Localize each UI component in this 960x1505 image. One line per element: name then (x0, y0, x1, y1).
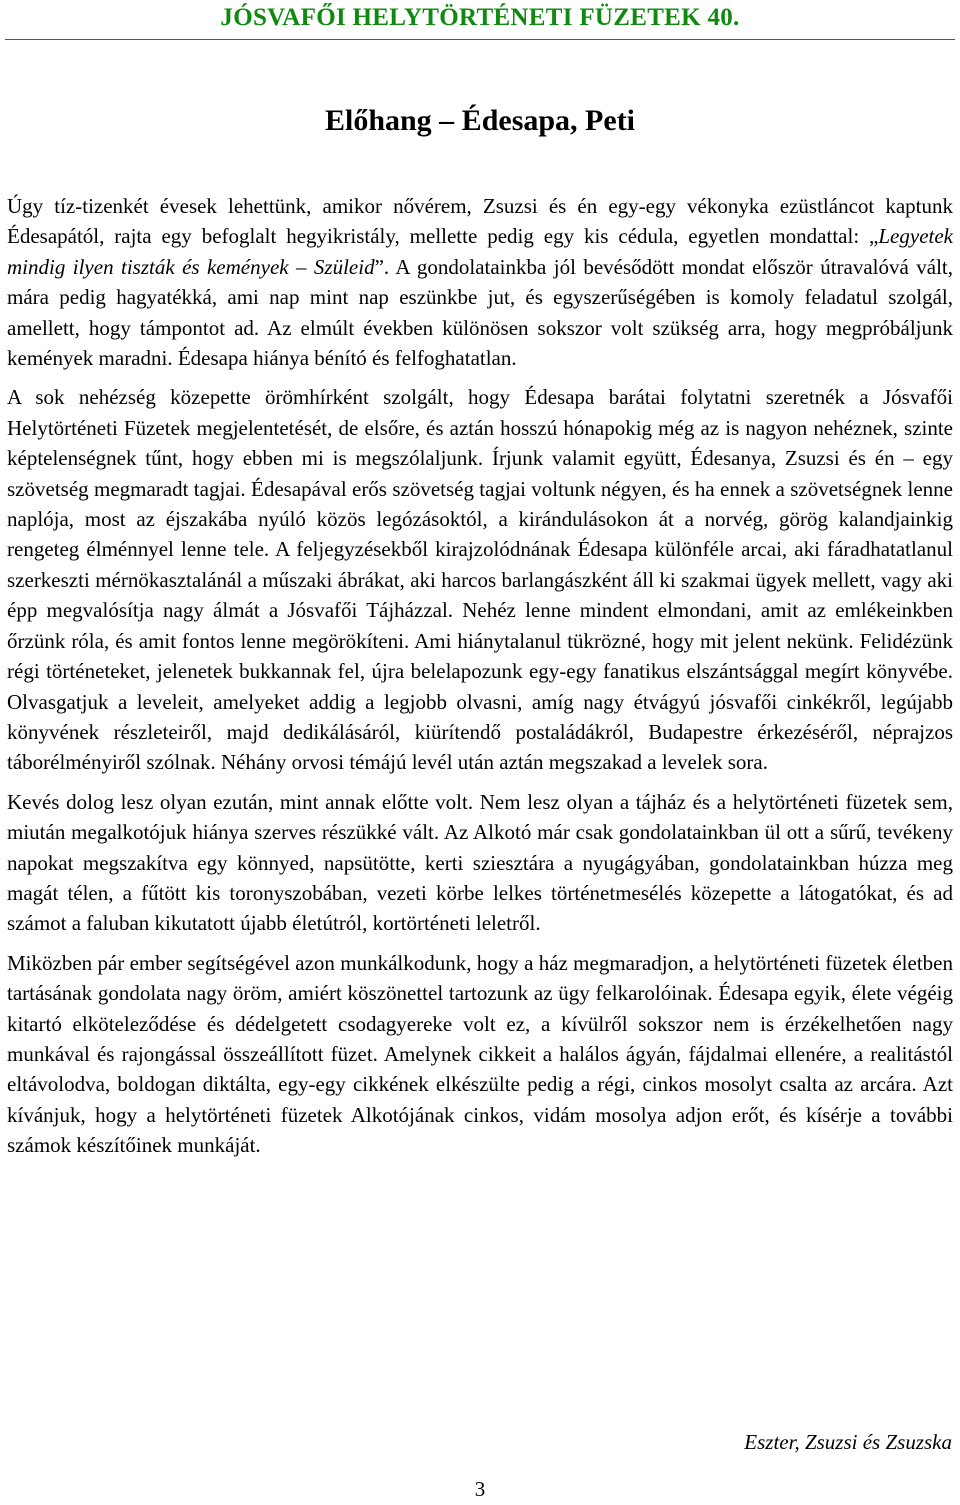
paragraph-2: A sok nehézség közepette örömhírként szolgált, hogy Édesapa barátai folytatni szeretnék a Jósvafői Helytörténeti Füzetek megjelentetését, de elsőre, és aztán hosszú hónapokig még az is nagyon nehéznek, szinte képtelenségnek tűnt, hogy ebben mi is megszólaljunk. Írjunk valamit együtt, Édesanya, Zsuzsi és én – egy szövetség megmaradt tagjai. Édesapával erős szövetség tagjai voltunk négyen, és ha ennek a szövetségnek lenne naplója, most az éjszakába nyúló közös legózásoktól, a kirándulásokon át a norvég, görög kalandjainkig rengeteg élménnyel lenne tele. A feljegyzésekből kirajzolódnának Édesapa különféle arcai, aki fáradhatatlanul szerkeszti mérnökasztalánál a műszaki ábrákat, aki harcos barlangászként áll ki szakmai ügyek mellett, vagy aki épp megvalósítja nagy álmát a Jósvafői Tájházzal. Nehéz lenne mindent elmondani, amit az emlékeinkben őrzünk róla, és amit fontos lenne megörökíteni. Ami hiánytalanul tükrözné, hogy mit jelent nekünk. Felidézünk régi történeteket, jelenetek bukkannak fel, újra belelapozunk egy-egy fanatikus elszántsággal megírt könyvébe. Olvasgatjuk a leveleit, amelyeket addig a legjobb olvasni, amíg nagy étvágyú jósvafői cinkékről, legújabb könyvének részleteiről, majd dedikálásáról, kiürítendő postaládákról, Budapestre érkezéséről, néprajzos táborélményiről szólnak. Néhány orvosi témájú levél után aztán megszakad a levelek sora. (7, 385, 953, 775)
running-header (0, 0, 960, 40)
page-number: 3 (474, 1477, 486, 1501)
series-title: JÓSVAFŐI HELYTÖRTÉNETI FÜZETEK 40. (220, 4, 740, 31)
page-title: Előhang – Édesapa, Peti (324, 104, 636, 137)
quoted-motto: Legyetek mindig ilyen tiszták és kemények – Szüleid (7, 224, 953, 279)
header-rule (5, 39, 955, 40)
paragraph-1 (7, 191, 953, 373)
signature: Eszter, Zsuzsi és Zsuzska (744, 1430, 952, 1454)
paragraph-1-after-quote: ”. A gondolatainkba jól bevésődött mondat először útravalóvá vált, mára pedig hagyatékká, ami nap mint nap eszünkbe jut, és egyszerűségében is komoly feladatul szolgál, amellett, hogy támpontot ad. Az elmúlt években különösen sokszor volt szükség arra, hogy megpróbáljunk kemények maradni. Édesapa hiánya bénító és felfoghatatlan. (7, 254, 953, 371)
body-text (7, 191, 953, 1161)
paragraph-4: Miközben pár ember segítségével azon munkálkodunk, hogy a ház megmaradjon, a helytörténeti füzetek életben tartásának gondolata nagy öröm, amiért köszönettel tartozunk az ügy felkarolóinak. Édesapa egyik, élete végéig kitartó elköteleződése és dédelgetett csodagyereke volt ez, a kívülről sokszor nem is érzékelhetően nagy munkával és rajongással összeállított füzet. Amelynek cikkeit a halálos ágyán, fájdalmai ellenére, a realitástól eltávolodva, boldogan diktálta, egy-egy cikkének elkészülte pedig a régi, cinkos mosolyt csalta az arcára. Azt kívánjuk, hogy a helytörténeti füzetek Alkotójának cinkos, vidám mosolya adjon erőt, és kísérje a további számok készítőinek munkáját. (7, 950, 953, 1158)
paragraph-3: Kevés dolog lesz olyan ezután, mint annak előtte volt. Nem lesz olyan a tájház és a helytörténeti füzetek sem, miután megalkotójuk hiánya szerves részükké vált. Az Alkotó már csak gondolatainkban ül ott a sűrű, tevékeny napokat megszakítva egy könnyed, napsütötte, kerti sziesztára a nyugágyában, gondolatainkban húzza meg magát télen, a fűtött kis toronyszobában, vezeti körbe lelkes történetmesélés közepette a látogatókat, és ad számot a faluban kikutatott újabb életútról, kortörténeti leletről. (7, 789, 953, 936)
paragraph-1-before-quote: Úgy tíz-tizenkét évesek lehettünk, amikor nővérem, Zsuzsi és én egy-egy vékonyka ezüstláncot kaptunk Édesapától, rajta egy befoglalt hegyikristály, mellette pedig egy kis cédula, egyetlen mondattal: „ (7, 194, 953, 249)
